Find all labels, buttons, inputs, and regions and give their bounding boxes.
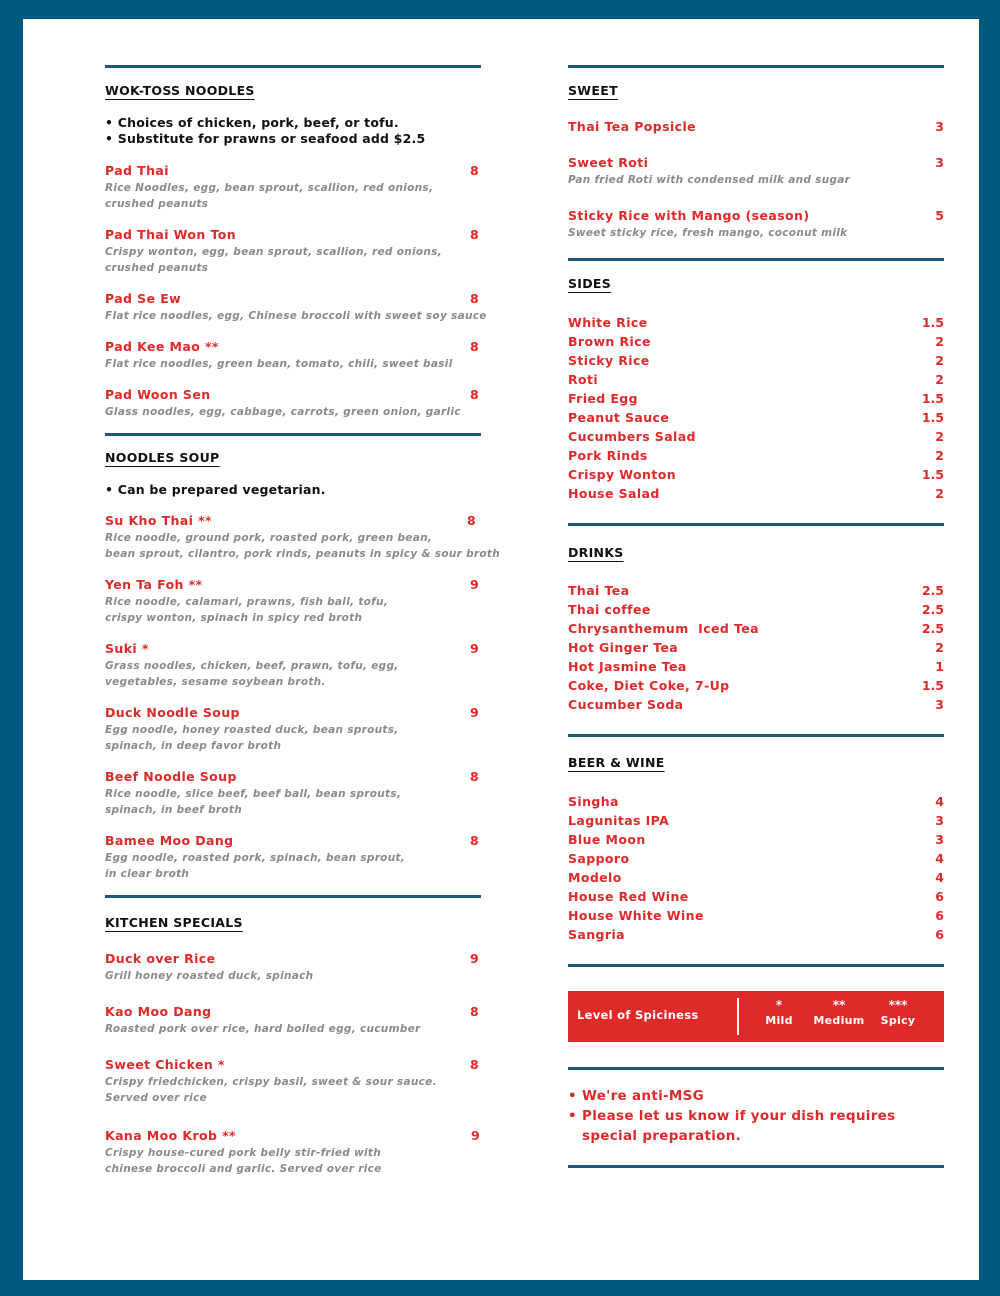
item-description: Flat rice noodles, egg, Chinese broccoli with sweet soy sauce [105,310,487,322]
item-description: Crispy friedchicken, crispy basil, sweet & sour sauce. Served over rice [105,1076,437,1104]
item-name: Sapporo [568,851,630,866]
star-icon: * [775,998,783,1012]
item-price: 6 [935,889,944,904]
spice-label: Medium [813,1014,865,1027]
item-name: Pad Thai [105,163,169,178]
item-name: Sweet Roti [568,155,649,170]
item-price: 8 [470,339,479,354]
soup-note: • Can be prepared vegetarian. [105,482,326,497]
list-item [568,832,944,851]
item-price: 8 [470,163,479,178]
item-price: 8 [470,291,479,306]
item-name: Thai Tea Popsicle [568,119,697,134]
spice-level-mild [761,998,797,1027]
item-price: 2 [935,448,944,463]
note-anti-msg: • We're anti-MSG [568,1086,895,1106]
item-price: 9 [470,705,479,720]
list-item [568,908,944,927]
item-name: House White Wine [568,908,704,923]
item-name: Pad Se Ew [105,291,182,306]
section-heading-kitchen: KITCHEN SPECIALS [105,915,243,930]
item-price: 6 [935,927,944,942]
item-name: Kana Moo Krob ** [105,1128,236,1143]
item-name: Pad Thai Won Ton [105,227,236,242]
item-price: 2 [935,334,944,349]
item-description: Sweet sticky rice, fresh mango, coconut milk [568,227,848,239]
wok-note: • Substitute for prawns or seafood add $2.5 [105,131,426,146]
item-price: 9 [470,951,479,966]
list-item [568,583,944,602]
item-name: Bamee Moo Dang [105,833,234,848]
item-price: 2 [935,372,944,387]
list-item [568,372,944,391]
item-name: Duck over Rice [105,951,216,966]
item-price: 3 [935,155,944,170]
note-special-prep-cont: special preparation. [582,1128,742,1144]
item-price: 4 [935,870,944,885]
item-price: 9 [470,577,479,592]
item-name: Sweet Chicken * [105,1057,225,1072]
spice-level-spicy [876,998,920,1027]
section-divider [568,258,944,261]
item-name: Yen Ta Foh ** [105,577,203,592]
item-name: Chrysanthemum Iced Tea [568,621,759,636]
section-divider [568,1067,944,1070]
section-divider [105,65,481,68]
star-icon: ** [832,998,846,1012]
item-name: Blue Moon [568,832,646,847]
item-price: 1.5 [921,391,944,406]
item-price: 3 [935,697,944,712]
item-description: Roasted pork over rice, hard boiled egg, cucumber [105,1023,421,1035]
item-description: Grass noodles, chicken, beef, prawn, tofu, egg, vegetables, sesame soybean broth. [105,660,399,688]
list-item [568,794,944,813]
item-name: House Red Wine [568,889,689,904]
list-item [568,391,944,410]
item-price: 8 [470,387,479,402]
item-name: Lagunitas IPA [568,813,670,828]
item-description: Grill honey roasted duck, spinach [105,970,314,982]
section-divider [105,895,481,898]
section-divider [568,65,944,68]
item-price: 2.5 [921,621,944,636]
spiciness-legend [568,991,944,1042]
item-price: 8 [470,833,479,848]
item-price: 9 [470,641,479,656]
list-item [568,678,944,697]
item-name: Fried Egg [568,391,639,406]
item-description: Rice noodle, calamari, prawns, fish ball, tofu, crispy wonton, spinach in spicy red broth [105,596,389,624]
section-heading-soup: NOODLES SOUP [105,450,220,465]
note-special-prep: • Please let us know if your dish requires [568,1106,895,1126]
item-description: Egg noodle, roasted pork, spinach, bean sprout, in clear broth [105,852,406,880]
item-name: Suki * [105,641,149,656]
item-name: Brown Rice [568,334,651,349]
section-heading-sweet: SWEET [568,83,618,98]
item-name: Hot Jasmine Tea [568,659,687,674]
list-item [568,621,944,640]
section-heading-drinks: DRINKS [568,545,624,560]
item-name: Cucumber Soda [568,697,684,712]
item-name: Roti [568,372,599,387]
list-item [568,870,944,889]
item-price: 3 [935,813,944,828]
item-name: Hot Ginger Tea [568,640,679,655]
legend-divider [737,998,739,1035]
item-name: Crispy Wonton [568,467,677,482]
item-price: 1 [935,659,944,674]
item-name: Modelo [568,870,622,885]
item-name: Peanut Sauce [568,410,670,425]
section-divider [568,1165,944,1168]
list-item [568,315,944,334]
section-divider [105,433,481,436]
item-price: 2 [935,429,944,444]
item-description: Rice Noodles, egg, bean sprout, scallion, red onions, crushed peanuts [105,182,434,210]
section-heading-beer-wine: BEER & WINE [568,755,665,770]
item-description: Flat rice noodles, green bean, tomato, chili, sweet basil [105,358,453,370]
list-item [568,697,944,716]
item-name: Cucumbers Salad [568,429,696,444]
item-price: 2 [935,353,944,368]
list-item [568,927,944,946]
list-item [568,659,944,678]
list-item [568,640,944,659]
list-item [568,486,944,505]
list-item [568,602,944,621]
item-description: Pan fried Roti with condensed milk and sugar [568,174,851,186]
section-heading-wok: WOK-TOSS NOODLES [105,83,255,98]
item-name: Su Kho Thai ** [105,513,212,528]
item-price: 5 [935,208,944,223]
section-divider [568,734,944,737]
section-heading-sides: SIDES [568,276,612,291]
item-price: 2 [935,640,944,655]
spice-label: Spicy [880,1014,916,1027]
item-description: Crispy house-cured pork belly stir-fried with chinese broccoli and garlic. Served over rice [105,1147,382,1175]
list-item [568,353,944,372]
item-price: 2.5 [921,602,944,617]
item-name: Pork Rinds [568,448,648,463]
item-price: 8 [467,513,476,528]
wok-note: • Choices of chicken, pork, beef, or tofu. [105,115,399,130]
item-name: Coke, Diet Coke, 7-Up [568,678,730,693]
item-name: Kao Moo Dang [105,1004,212,1019]
list-item [568,467,944,486]
spice-level-medium [810,998,868,1027]
menu-page [23,19,979,1280]
item-price: 2.5 [921,583,944,598]
item-price: 8 [470,1057,479,1072]
section-divider [568,964,944,967]
list-item [568,851,944,870]
item-price: 1.5 [921,410,944,425]
item-name: Sangria [568,927,625,942]
item-name: Sticky Rice with Mango (season) [568,208,810,223]
list-item [568,889,944,908]
item-description: Rice noodle, slice beef, beef ball, bean sprouts, spinach, in beef broth [105,788,402,816]
item-name: Thai coffee [568,602,651,617]
spice-label: Mild [765,1014,793,1027]
item-price: 8 [470,1004,479,1019]
item-price: 1.5 [921,678,944,693]
item-description: Egg noodle, honey roasted duck, bean sprouts, spinach, in deep favor broth [105,724,399,752]
list-item [568,813,944,832]
item-price: 6 [935,908,944,923]
item-name: Singha [568,794,619,809]
item-name: Sticky Rice [568,353,650,368]
item-description: Crispy wonton, egg, bean sprout, scallion, red onions, crushed peanuts [105,246,443,274]
list-item [568,448,944,467]
item-name: Pad Kee Mao ** [105,339,219,354]
item-price: 3 [935,832,944,847]
list-item [568,410,944,429]
item-name: House Salad [568,486,660,501]
item-name: White Rice [568,315,648,330]
item-description: Rice noodle, ground pork, roasted pork, green bean, bean sprout, cilantro, pork rinds, peanuts in spicy & sour broth [105,532,500,560]
item-price: 8 [470,227,479,242]
item-price: 9 [471,1128,480,1143]
item-price: 4 [935,794,944,809]
list-item [568,334,944,353]
item-price: 1.5 [921,315,944,330]
spiciness-title: Level of Spiciness [577,1008,699,1022]
list-item [568,429,944,448]
item-price: 4 [935,851,944,866]
item-price: 3 [935,119,944,134]
item-name: Duck Noodle Soup [105,705,240,720]
item-name: Beef Noodle Soup [105,769,237,784]
star-icon: *** [888,998,908,1012]
item-price: 2 [935,486,944,501]
restaurant-notes [568,1086,895,1146]
item-price: 8 [470,769,479,784]
section-divider [568,523,944,526]
item-name: Pad Woon Sen [105,387,211,402]
item-name: Thai Tea [568,583,630,598]
item-description: Glass noodles, egg, cabbage, carrots, green onion, garlic [105,406,461,418]
item-price: 1.5 [921,467,944,482]
